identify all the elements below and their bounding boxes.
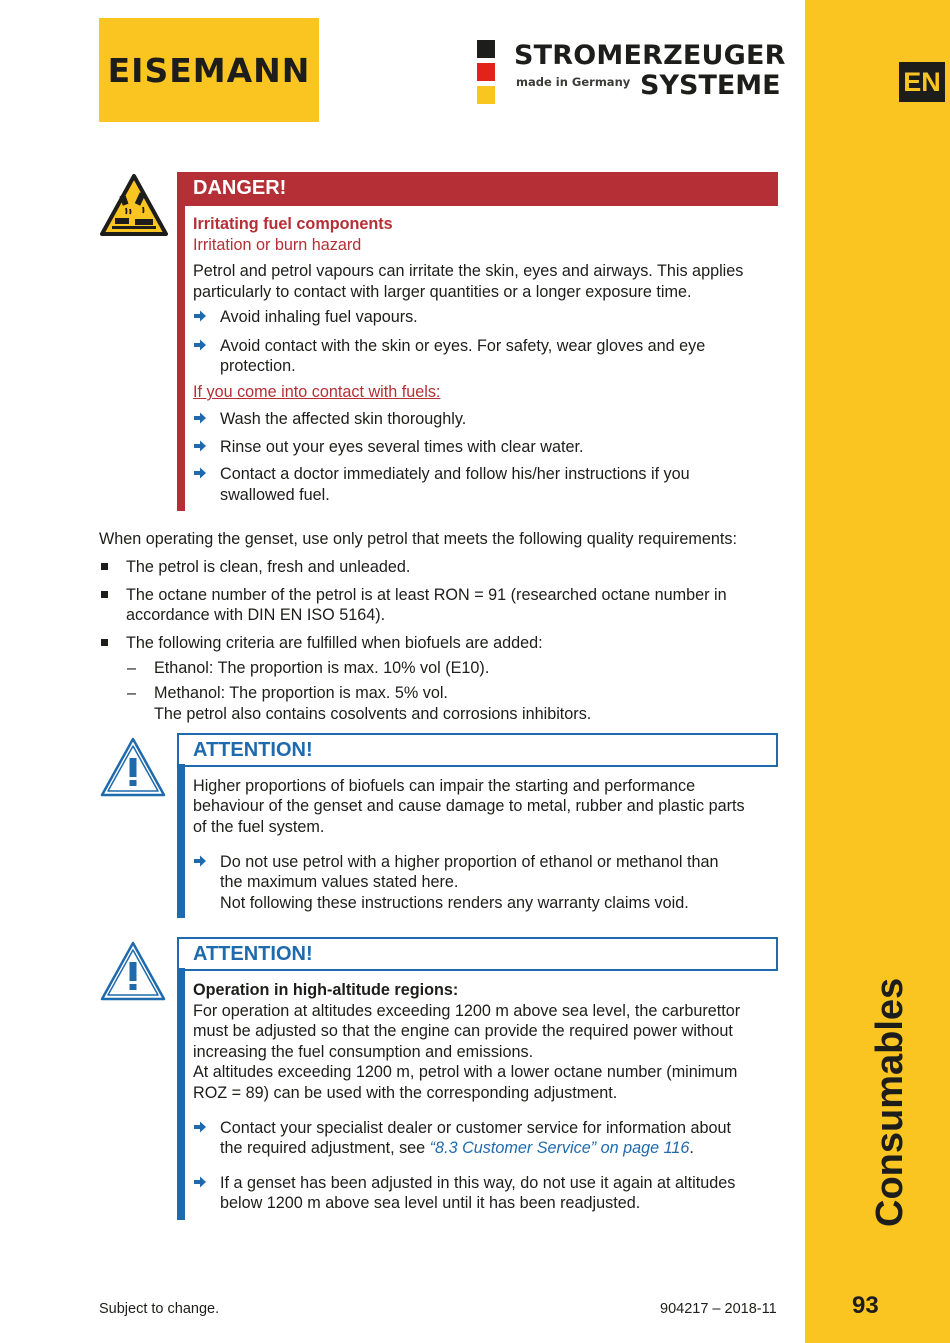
dash-bullet: –: [127, 684, 137, 702]
attention-body-line: increasing the fuel consumption and emissions.: [193, 1043, 534, 1061]
section-title: Consumables: [869, 977, 911, 1227]
sub-item-cont: The petrol also contains cosolvents and corrosions inhibitors.: [154, 705, 592, 723]
danger-title: Irritating fuel components: [193, 215, 393, 233]
exclamation-warning-icon: [99, 940, 167, 1002]
system-logo-line2: SYSTEME: [640, 70, 781, 101]
attention-step: If a genset has been adjusted in this way, do not use it again at altitudes: [220, 1174, 736, 1192]
arrow-right-icon: [193, 309, 207, 323]
attention-body-line: At altitudes exceeding 1200 m, petrol with a lower octane number (minimum: [193, 1063, 738, 1081]
bullet-square-icon: [101, 639, 108, 646]
brand-logo: [99, 18, 319, 122]
danger-body-line: Petrol and petrol vapours can irritate the skin, eyes and airways. This applies: [193, 262, 744, 280]
customer-service-link[interactable]: “8.3 Customer Service” on page 116: [429, 1139, 690, 1157]
footer-note: Subject to change.: [99, 1301, 220, 1317]
requirements-intro: When operating the genset, use only petrol that meets the following quality requirements:: [99, 530, 737, 548]
arrow-right-icon: [193, 854, 207, 868]
arrow-right-icon: [193, 338, 207, 352]
attention-body-line: behaviour of the genset and cause damage to metal, rubber and plastic parts: [193, 797, 745, 815]
language-badge: EN: [899, 62, 945, 102]
attention-heading: ATTENTION!: [193, 943, 313, 965]
attention-body-line: ROZ = 89) can be used with the corresponding adjustment.: [193, 1084, 618, 1102]
attention-step: Do not use petrol with a higher proportion of ethanol or methanol than: [220, 853, 719, 871]
danger-subtitle: Irritation or burn hazard: [193, 236, 362, 254]
attention-step-cont: [220, 1138, 694, 1159]
exclamation-warning-icon: [99, 736, 167, 798]
dash-bullet: –: [127, 659, 137, 677]
contact-step: Contact a doctor immediately and follow his/her instructions if you: [220, 465, 690, 483]
attention-step-cont: Not following these instructions renders any warranty claims void.: [220, 894, 689, 912]
attention-side-bar: [177, 764, 185, 918]
step-text-suffix: .: [689, 1139, 694, 1157]
step-text: the required adjustment, see: [220, 1139, 430, 1157]
attention-body-line: Higher proportions of biofuels can impair the starting and performance: [193, 777, 696, 795]
system-logo-line1: STROMERZEUGER: [514, 40, 786, 71]
requirement-item: The petrol is clean, fresh and unleaded.: [126, 558, 411, 576]
danger-side-bar: [177, 206, 185, 511]
attention-step-cont: below 1200 m above sea level until it has been readjusted.: [220, 1194, 641, 1212]
attention-heading: ATTENTION!: [193, 739, 313, 761]
bullet-square-icon: [101, 563, 108, 570]
contact-step-cont: swallowed fuel.: [220, 486, 330, 504]
corrosive-warning-icon: [99, 173, 169, 237]
requirement-item: The following criteria are fulfilled when biofuels are added:: [126, 634, 543, 652]
arrow-right-icon: [193, 466, 207, 480]
contact-step: Wash the affected skin thoroughly.: [220, 410, 467, 428]
attention-step-cont: the maximum values stated here.: [220, 873, 459, 891]
danger-step: Avoid contact with the skin or eyes. For safety, wear gloves and eye: [220, 337, 706, 355]
attention-step: Contact your specialist dealer or customer service for information about: [220, 1119, 732, 1137]
sub-item: Ethanol: The proportion is max. 10% vol (E10).: [154, 659, 490, 677]
contact-step: Rinse out your eyes several times with clear water.: [220, 438, 584, 456]
attention-body-line: For operation at altitudes exceeding 1200 m above sea level, the carburettor: [193, 1002, 741, 1020]
attention-title: Operation in high-altitude regions:: [193, 981, 459, 999]
german-flag-icon: [477, 40, 495, 104]
page-number: 93: [852, 1292, 879, 1319]
sub-item: Methanol: The proportion is max. 5% vol.: [154, 684, 448, 702]
danger-step-cont: protection.: [220, 357, 296, 375]
contact-heading: If you come into contact with fuels:: [193, 383, 441, 401]
danger-heading: DANGER!: [193, 177, 287, 199]
danger-body-line: particularly to contact with larger quantities or a longer exposure time.: [193, 283, 692, 301]
arrow-right-icon: [193, 411, 207, 425]
arrow-right-icon: [193, 439, 207, 453]
attention-side-bar: [177, 968, 185, 1220]
requirement-item: The octane number of the petrol is at least RON = 91 (researched octane number in: [126, 586, 727, 604]
requirement-item-cont: accordance with DIN EN ISO 5164).: [126, 606, 386, 624]
attention-body-line: must be adjusted so that the engine can provide the required power without: [193, 1022, 733, 1040]
attention-body-line: of the fuel system.: [193, 818, 325, 836]
arrow-right-icon: [193, 1175, 207, 1189]
danger-step: Avoid inhaling fuel vapours.: [220, 308, 418, 326]
document-number: 904217 – 2018-11: [660, 1301, 777, 1317]
arrow-right-icon: [193, 1120, 207, 1134]
made-in-label: made in Germany: [516, 75, 631, 89]
brand-name: EISEMANN: [107, 50, 311, 90]
bullet-square-icon: [101, 591, 108, 598]
